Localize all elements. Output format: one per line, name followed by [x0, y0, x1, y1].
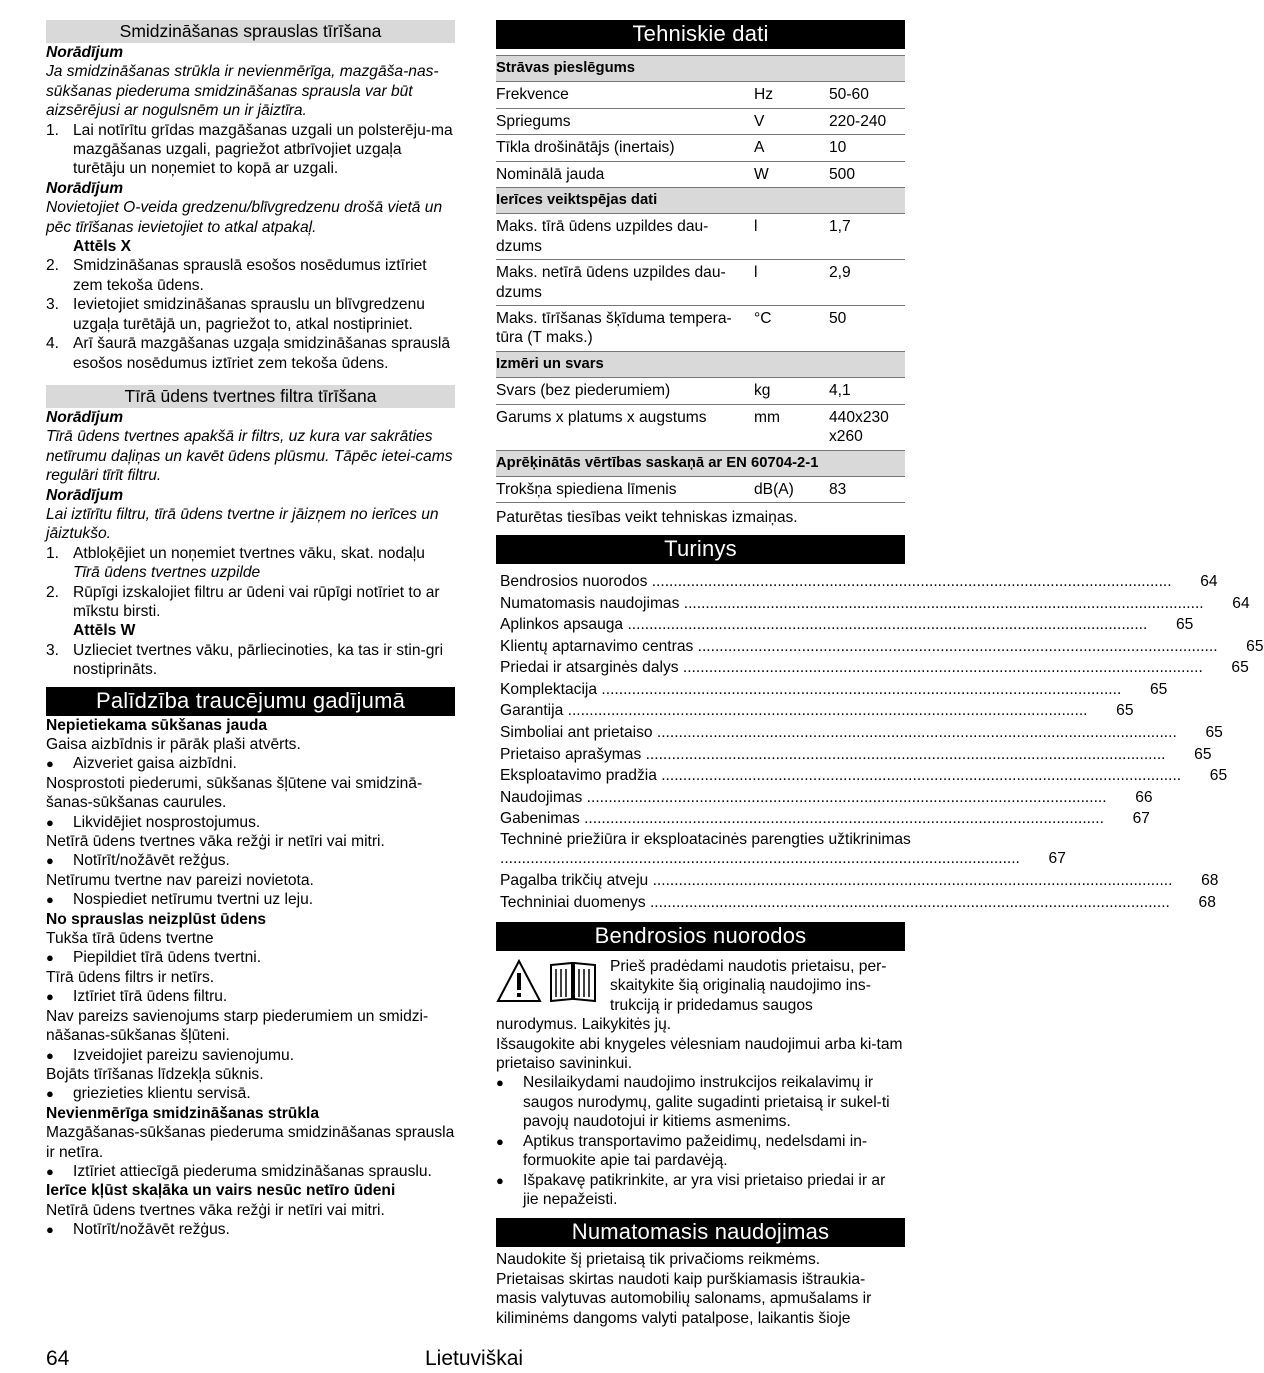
toc-leader-dots: ........................................................................................................................ — [563, 702, 1088, 720]
toc-leader-dots: ........................................................................................................................ — [693, 637, 1218, 655]
bullet-icon: ● — [46, 853, 54, 869]
bullet-icon: ● — [496, 1075, 504, 1091]
left-column — [46, 20, 455, 1240]
section-heading-technical-data: Tehniskie dati — [496, 20, 905, 49]
toc-leader-dots: ........................................................................................................................ — [597, 680, 1122, 698]
toc-leader-dots: ........................................................................................................................ — [645, 893, 1170, 911]
table-cell-parameter: Nominālā jauda — [496, 161, 754, 187]
toc-entry[interactable] — [500, 764, 1228, 786]
list-item-text: Nesilaikydami naudojimo instrukcijos reikalavimų ir saugos nurodymų, galite sugadinti prietaisą ir sukel-ti pavojų naudotojui ir kitiems asmenims. — [523, 1074, 890, 1131]
toc-leader-dots: ........................................................................................................................ — [656, 767, 1182, 785]
remedy-text: Nospiediet netīrumu tvertni uz leju. — [73, 891, 314, 909]
toc-entry-text: Komplektacija — [500, 680, 598, 698]
table-cell-value: 83 — [829, 476, 905, 502]
step-text-main: Atbloķējiet un noņemiet tvertnes vāku, skat. nodaļu — [73, 544, 425, 562]
fault-cause: Mazgāšanas-sūkšanas piederuma smidzināšanas sprausla ir netīra. — [46, 1124, 455, 1161]
toc-page-number: 65 — [1209, 767, 1228, 785]
fault-cause: Bojāts tīrīšanas līdzekļa sūknis. — [46, 1065, 264, 1083]
toc-page-number: 68 — [1198, 893, 1216, 911]
toc-entry-text: Techniniai duomenys — [500, 893, 646, 911]
toc-entry[interactable] — [500, 656, 1249, 678]
toc-entry-title — [500, 788, 1107, 807]
toc-entry-title — [500, 658, 1203, 677]
remedy-text: Izveidojiet pareizu savienojumu. — [73, 1046, 295, 1064]
remedy-text: Likvidējiet nosprostojumus. — [73, 813, 261, 831]
fault-cause: Tukša tīrā ūdens tvertne — [46, 930, 214, 948]
table-row — [496, 108, 905, 134]
section-heading-nozzle-cleaning: Smidzināšanas sprauslas tīrīšana — [46, 20, 455, 43]
remedy — [46, 987, 455, 1006]
table-row — [496, 135, 905, 161]
section-heading-intended-use: Numatomasis naudojimas — [496, 1218, 905, 1247]
step-text: Arī šaurā mazgāšanas uzgaļa smidzināšanas sprauslā esošos nosēdumus iztīriet zem tekoša ūdens. — [73, 335, 451, 372]
toc-entry-text: Aplinkos apsauga — [500, 616, 624, 634]
table-row — [496, 378, 905, 404]
paragraph: Išsaugokite abi knygeles vėlesniam naudojimui arba ki-tam prietaiso savininkui. — [496, 1035, 903, 1073]
toc-entry[interactable] — [500, 721, 1223, 743]
toc-entry[interactable] — [500, 890, 1216, 912]
step-number: 2. — [46, 583, 60, 601]
toc-page-number: 65 — [1231, 659, 1249, 677]
remedy-text: Notīrīt/nožāvēt režģus. — [73, 1221, 230, 1239]
bullet-icon: ● — [46, 1086, 54, 1102]
toc-page-number: 65 — [1194, 745, 1212, 763]
toc-leader-dots: ........................................................................................................................ — [623, 616, 1148, 634]
toc-entry-title — [500, 637, 1218, 656]
toc-entry-text: Gabenimas — [500, 810, 580, 828]
toc-entry-title — [500, 830, 1020, 869]
step-number: 2. — [46, 257, 60, 275]
toc-entry-text: Techninė priežiūra ir eksploatacinės parengties užtikrinimas — [500, 831, 911, 849]
technical-note: Paturētas tiesības veikt tehniskas izmaiņas. — [496, 509, 798, 527]
remedy — [46, 851, 455, 870]
table-cell-unit: A — [754, 135, 829, 161]
toc-entry[interactable] — [500, 570, 1218, 592]
table-cell-parameter: Svars (bez piederumiem) — [496, 378, 754, 404]
table-row — [496, 306, 905, 352]
step — [46, 641, 455, 680]
safety-intro-continued: nurodymus. Laikykitės jų. — [496, 1016, 672, 1034]
toc-leader-dots: ........................................................................................................................ — [678, 659, 1203, 677]
table-row — [496, 82, 905, 108]
paragraph: Naudokite šį prietaisą tik privačioms reikmėms. — [496, 1251, 821, 1269]
table-cell-unit: kg — [754, 378, 829, 404]
toc-entry-title — [500, 594, 1204, 613]
table-cell-parameter: Frekvence — [496, 82, 754, 108]
table-row — [496, 161, 905, 187]
toc-entry-title — [500, 893, 1170, 912]
table-cell-parameter: Trokšņa spiediena līmenis — [496, 476, 754, 502]
toc-page-number: 64 — [1200, 572, 1218, 590]
table-cell-unit: mm — [754, 404, 829, 450]
toc-page-number: 67 — [1048, 850, 1066, 868]
section-heading-general-notes: Bendrosios nuorodos — [496, 922, 905, 951]
table-section-label: Izmēri un svars — [496, 351, 905, 377]
toc-entry-text: Naudojimas — [500, 788, 583, 806]
table-section-label: Strāvas pieslēgums — [496, 56, 905, 82]
table-cell-unit: Hz — [754, 82, 829, 108]
note-text: Lai iztīrītu filtru, tīrā ūdens tvertne ir jāizņem no ierīces un jāiztukšo. — [46, 505, 439, 543]
step — [46, 334, 455, 373]
remedy — [46, 1162, 455, 1181]
step-text: Uzlieciet tvertnes vāku, pārliecinoties, ka tas ir stin-gri nostiprināts. — [73, 641, 444, 679]
step-text: Rūpīgi izskalojiet filtru ar ūdeni vai rūpīgi notīriet to ar mīkstu birsti. — [73, 583, 440, 620]
note-label: Norādījum — [46, 408, 124, 426]
table-section-row — [496, 351, 905, 377]
toc-page-number: 65 — [1149, 680, 1168, 698]
step-text: Ievietojiet smidzināšanas sprauslu un blīvgredzenu uzgaļa turētājā un, pagriežot to, atkal nostipriniet. — [73, 296, 425, 333]
toc-entry-text: Eksploatavimo pradžia — [500, 767, 657, 785]
table-cell-unit: l — [754, 260, 829, 306]
table-cell-parameter: Maks. tīrā ūdens uzpildes dau-dzums — [496, 214, 754, 260]
toc-entry-title — [500, 723, 1177, 742]
remedy — [46, 754, 455, 773]
table-cell-parameter: Tīkla drošinātājs (inertais) — [496, 135, 754, 161]
toc-page-number: 65 — [1205, 724, 1223, 742]
fault-heading: Ierīce kļūst skaļāka un vairs nesūc netīro ūdeni — [46, 1182, 396, 1200]
fault-cause: Netīrā ūdens tvertnes vāka režģi ir netīri vai mitri. — [46, 833, 385, 851]
step-text — [73, 544, 455, 583]
toc-entry-text: Bendrosios nuorodos — [500, 572, 648, 590]
table-cell-unit: dB(A) — [754, 476, 829, 502]
toc-page-number: 65 — [1116, 702, 1134, 720]
step-number: 1. — [46, 121, 60, 139]
note-label: Norādījum — [46, 179, 124, 197]
toc-entry[interactable] — [500, 742, 1212, 764]
remedy-text: Iztīriet attiecīgā piederuma smidzināšanas sprauslu. — [73, 1162, 432, 1180]
table-row — [496, 476, 905, 502]
toc-leader-dots: ........................................................................................................................ — [500, 850, 1020, 868]
step — [46, 121, 455, 179]
toc-entry[interactable] — [500, 699, 1134, 721]
toc-entry[interactable] — [500, 678, 1168, 700]
list-item — [496, 1073, 905, 1131]
table-section-row — [496, 188, 905, 214]
table-cell-unit: W — [754, 161, 829, 187]
bullet-icon: ● — [46, 892, 54, 908]
table-cell-value: 500 — [829, 161, 905, 187]
toc-page-number: 65 — [1246, 637, 1264, 655]
toc-entry[interactable] — [500, 613, 1194, 635]
fault-heading: Nepietiekama sūkšanas jauda — [46, 716, 268, 734]
toc-entry-text: Pagalba trikčių atveju — [500, 872, 649, 890]
bullet-icon: ● — [46, 950, 54, 966]
fault-cause: Netīrā ūdens tvertnes vāka režģi ir netīri vai mitri. — [46, 1201, 385, 1219]
step-text: Smidzināšanas sprauslā esošos nosēdumus iztīriet zem tekoša ūdens. — [73, 257, 427, 294]
list-item — [496, 1132, 905, 1171]
note-text: Ja smidzināšanas strūkla ir nevienmērīga, mazgāša-nas-sūkšanas piederuma smidzināšanas sprausla var būt aizsērējusi ar nogulsnēm un ir jāiztīra. — [46, 63, 439, 120]
toc-entry-title — [500, 766, 1181, 785]
table-cell-unit: °C — [754, 306, 829, 352]
chapter-reference: Tīrā ūdens tvertnes uzpilde — [73, 564, 261, 582]
safety-intro-text: Prieš pradėdami naudotis prietaisu, per-skaitykite šią originalią naudojimo ins-trukciją ir pridedamus saugos — [610, 958, 887, 1014]
toc-entry-title — [500, 572, 1172, 591]
toc-entry[interactable] — [500, 807, 1150, 829]
fault-cause: Nav pareizs savienojums starp piederumiem un smidzi-nāšanas-sūkšanas šļūteni. — [46, 1007, 429, 1045]
list-item-text: Išpakavę patikrinkite, ar yra visi prietaiso priedai ir ar jie nepažeisti. — [523, 1171, 886, 1208]
toc-entry-text: Priedai ir atsarginės dalys — [500, 659, 679, 677]
remedy — [46, 890, 455, 909]
remedy — [46, 1046, 455, 1065]
table-cell-unit: V — [754, 108, 829, 134]
toc-leader-dots: ........................................................................................................................ — [647, 572, 1172, 590]
read-manual-book-icon — [548, 959, 598, 1003]
toc-leader-dots: ........................................................................................................................ — [652, 724, 1177, 742]
table-section-row — [496, 450, 905, 476]
toc-entry-title — [500, 745, 1166, 764]
toc-entry-title — [500, 809, 1104, 828]
fault-heading: No sprauslas neizplūst ūdens — [46, 910, 267, 928]
toc-page-number: 67 — [1132, 810, 1150, 828]
fault-heading: Nevienmērīga smidzināšanas strūkla — [46, 1104, 320, 1122]
table-cell-value: 50 — [829, 306, 905, 352]
bullet-icon: ● — [46, 1163, 54, 1179]
step — [46, 544, 455, 583]
toc-page-number: 68 — [1201, 872, 1219, 890]
step — [46, 583, 455, 622]
bullet-icon: ● — [46, 814, 54, 830]
note-text: Novietojiet O-veida gredzenu/blīvgredzenu drošā vietā un pēc tīrīšanas ievietojiet to atkal atpakaļ. — [46, 199, 443, 236]
table-cell-value: 220-240 — [829, 108, 905, 134]
table-cell-parameter: Maks. tīrīšanas šķīduma tempera-tūra (T maks.) — [496, 306, 754, 352]
toc-entry-title — [500, 680, 1121, 699]
table-cell-value: 1,7 — [829, 214, 905, 260]
toc-entry-text: Prietaiso aprašymas — [500, 745, 642, 763]
fault-cause: Tīrā ūdens filtrs ir netīrs. — [46, 968, 215, 986]
toc-leader-dots: ........................................................................................................................ — [579, 810, 1104, 828]
toc-page-number: 65 — [1175, 616, 1194, 634]
list-item — [496, 1171, 905, 1210]
bullet-icon: ● — [46, 756, 54, 772]
toc-entry-title — [500, 701, 1088, 720]
step-text: Lai notīrītu grīdas mazgāšanas uzgali un polsterēju-ma mazgāšanas uzgali, pagriežot atbrīvojiet uzgaļa turētāju un noņemiet to kopā ar uzgali. — [73, 121, 453, 178]
bullet-icon: ● — [46, 1047, 54, 1063]
toc-entry-title — [500, 615, 1147, 634]
toc-entry[interactable] — [500, 829, 1066, 869]
toc-leader-dots: ........................................................................................................................ — [582, 788, 1107, 806]
fault-cause: Netīrumu tvertne nav pareizi novietota. — [46, 871, 314, 889]
table-row — [496, 404, 905, 450]
fault-cause: Gaisa aizbīdnis ir pārāk plaši atvērts. — [46, 736, 301, 753]
table-of-contents — [496, 570, 1264, 912]
table-cell-parameter: Spriegums — [496, 108, 754, 134]
step-number: 4. — [46, 335, 60, 353]
section-heading-contents: Turinys — [496, 535, 905, 564]
toc-entry-text: Klientų aptarnavimo centras — [500, 637, 694, 655]
toc-entry-text: Numatomasis naudojimas — [500, 594, 680, 612]
toc-leader-dots: ........................................................................................................................ — [641, 745, 1166, 763]
toc-entry[interactable] — [500, 869, 1219, 891]
remedy — [46, 1220, 455, 1239]
toc-entry[interactable] — [500, 786, 1153, 808]
table-row — [496, 214, 905, 260]
remedy — [46, 1084, 455, 1103]
table-cell-unit: l — [754, 214, 829, 260]
table-cell-value: 440x230 x260 — [829, 404, 905, 450]
remedy — [46, 813, 455, 832]
remedy-text: Aizveriet gaisa aizbīdni. — [73, 755, 237, 773]
section-heading-filter-cleaning: Tīrā ūdens tvertnes filtra tīrīšana — [46, 385, 455, 408]
toc-entry-text: Garantija — [500, 702, 564, 720]
remedy — [46, 948, 455, 967]
safety-icons — [496, 957, 610, 1015]
table-cell-value: 2,9 — [829, 260, 905, 306]
toc-page-number: 66 — [1135, 788, 1153, 806]
note-text: Tīrā ūdens tvertnes apakšā ir filtrs, uz kura var sakrāties netīrumu daļiņas un kavēt ūdens plūsmu. Tāpēc ietei-cams regulāri tīrīt filtru. — [46, 428, 453, 485]
table-section-row — [496, 56, 905, 82]
toc-entry-text: Simboliai ant prietaiso — [500, 724, 653, 742]
toc-leader-dots: ........................................................................................................................ — [648, 872, 1173, 890]
toc-entry[interactable] — [500, 635, 1264, 657]
toc-entry[interactable] — [500, 591, 1250, 613]
section-heading-troubleshooting: Palīdzība traucējumu gadījumā — [46, 687, 455, 716]
table-cell-value: 4,1 — [829, 378, 905, 404]
remedy-text: Piepildiet tīrā ūdens tvertni. — [73, 949, 262, 967]
table-cell-value: 50-60 — [829, 82, 905, 108]
note-label: Norādījum — [46, 486, 124, 504]
language-label: Lietuviškai — [425, 1347, 524, 1370]
toc-leader-dots: ........................................................................................................................ — [679, 594, 1204, 612]
toc-entry-title — [500, 871, 1172, 890]
list-item-text: Aptikus transportavimo pažeidimų, nedelsdami in-formuokite apie tai pardavėją. — [523, 1132, 868, 1170]
step-number: 1. — [46, 544, 60, 562]
right-column — [496, 20, 1264, 1328]
note-label: Norādījum — [46, 44, 124, 61]
bullet-icon: ● — [496, 1172, 504, 1188]
warning-triangle-icon — [496, 959, 542, 1003]
table-cell-parameter: Garums x platums x augstums — [496, 404, 754, 450]
page-number: 64 — [46, 1347, 70, 1370]
bullet-icon: ● — [496, 1133, 504, 1149]
table-section-label: Aprēķinātās vērtības saskaņā ar EN 60704-2-1 — [496, 450, 905, 476]
fault-cause: Nosprostoti piederumi, sūkšanas šļūtene vai smidzinā-šanas-sūkšanas caurules. — [46, 774, 423, 812]
bullet-icon: ● — [46, 989, 54, 1005]
safety-notice — [496, 957, 905, 1015]
step-number: 3. — [46, 641, 60, 659]
step — [46, 295, 455, 334]
bullet-icon: ● — [46, 1222, 54, 1238]
remedy-text: griezieties klientu servisā. — [73, 1085, 251, 1103]
toc-page-number: 64 — [1232, 594, 1250, 612]
remedy-text: Notīrīt/nožāvēt režģus. — [73, 852, 230, 870]
step — [46, 256, 455, 295]
paragraph: Prietaisas skirtas naudoti kaip purškiamasis ištraukia-masis valytuvas automobilių salonams, apmušalams ir kiliminėms dangoms valyti patalpose, laikantis šioje — [496, 1270, 872, 1327]
figure-reference: Attēls X — [73, 238, 132, 256]
remedy-text: Iztīriet tīrā ūdens filtru. — [73, 988, 228, 1006]
table-cell-value: 10 — [829, 135, 905, 161]
technical-data-table — [496, 55, 905, 503]
step-number: 3. — [46, 296, 60, 314]
table-section-label: Ierīces veiktspējas dati — [496, 188, 905, 214]
table-row — [496, 260, 905, 306]
figure-reference: Attēls W — [73, 622, 136, 640]
table-cell-parameter: Maks. netīrā ūdens uzpildes dau-dzums — [496, 260, 754, 306]
